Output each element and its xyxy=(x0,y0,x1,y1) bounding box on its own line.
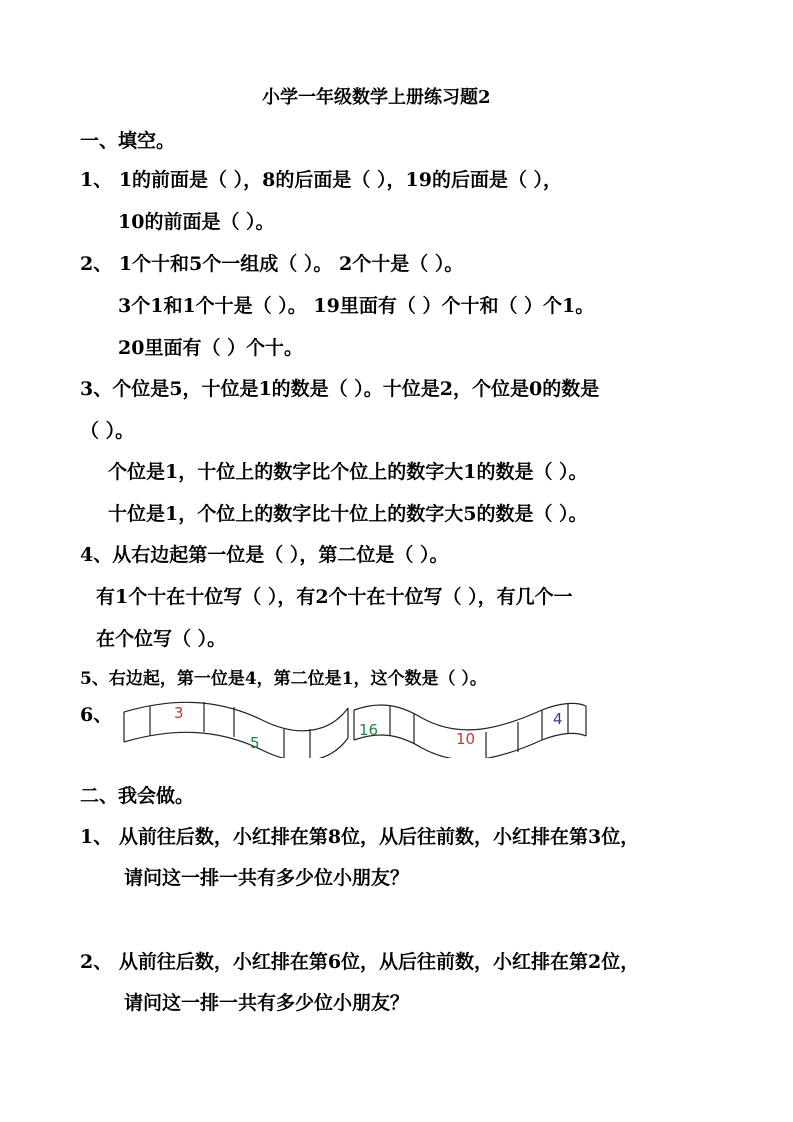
problem-1-line-1: 1、 从前往后数，小红排在第8位，从后往前数，小红排在第3位， xyxy=(80,826,640,848)
ribbon-number-5: 5 xyxy=(250,734,260,752)
section-1-heading: 一、填空。 xyxy=(80,130,176,152)
problem-1-line-2: 请问这一排一共有多少位小朋友？ xyxy=(124,867,410,889)
number-ribbon-figure xyxy=(122,698,588,758)
question-6-label: 6、 xyxy=(80,704,113,726)
ribbon-number-16: 16 xyxy=(359,721,379,739)
question-2-line-3: 20里面有（ ）个十。 xyxy=(118,337,304,359)
question-4-line-3: 在个位写（ ）。 xyxy=(96,628,227,650)
question-4-line-1: 4、从右边起第一位是（ ），第二位是（ ）。 xyxy=(80,544,449,566)
page-title: 小学一年级数学上册练习题2 xyxy=(262,87,491,108)
ribbon-left-bottom-edge xyxy=(124,732,348,758)
question-1-line-1: 1、 1的前面是（ ），8的后面是（ ），19的后面是（ ）， xyxy=(80,169,563,191)
problem-2-line-2: 请问这一排一共有多少位小朋友？ xyxy=(124,992,410,1014)
question-3-line-3: 个位是1，十位上的数字比个位上的数字大1的数是（ ）。 xyxy=(108,461,588,483)
ribbon-number-10: 10 xyxy=(456,730,476,748)
question-3-line-4: 十位是1，个位上的数字比十位上的数字大5的数是（ ）。 xyxy=(108,503,588,525)
question-3-line-2: （ ）。 xyxy=(80,420,135,442)
question-3-line-1: 3、个位是5，十位是1的数是（ ）。十位是2，个位是0的数是 xyxy=(80,378,600,400)
question-2-line-1: 2、 1个十和5个一组成（ ）。 2个十是（ ）。 xyxy=(80,253,464,275)
question-2-line-2: 3个1和1个十是（ ）。 19里面有（ ）个十和（ ）个1。 xyxy=(118,295,595,317)
ribbon-right-top-edge xyxy=(354,703,586,730)
ribbon-left-top-edge xyxy=(124,702,348,730)
question-1-line-2: 10的前面是（ ）。 xyxy=(118,211,275,233)
question-4-line-2: 有1个十在十位写（ ），有2个十在十位写（ ），有几个一 xyxy=(96,586,573,608)
problem-2-line-1: 2、 从前往后数，小红排在第6位，从后往前数，小红排在第2位， xyxy=(80,951,640,973)
question-5: 5、右边起，第一位是4，第二位是1，这个数是（ ）。 xyxy=(80,669,487,689)
ribbon-number-4: 4 xyxy=(553,710,563,728)
section-2-heading: 二、我会做。 xyxy=(80,785,195,807)
ribbon-number-3: 3 xyxy=(174,704,184,722)
